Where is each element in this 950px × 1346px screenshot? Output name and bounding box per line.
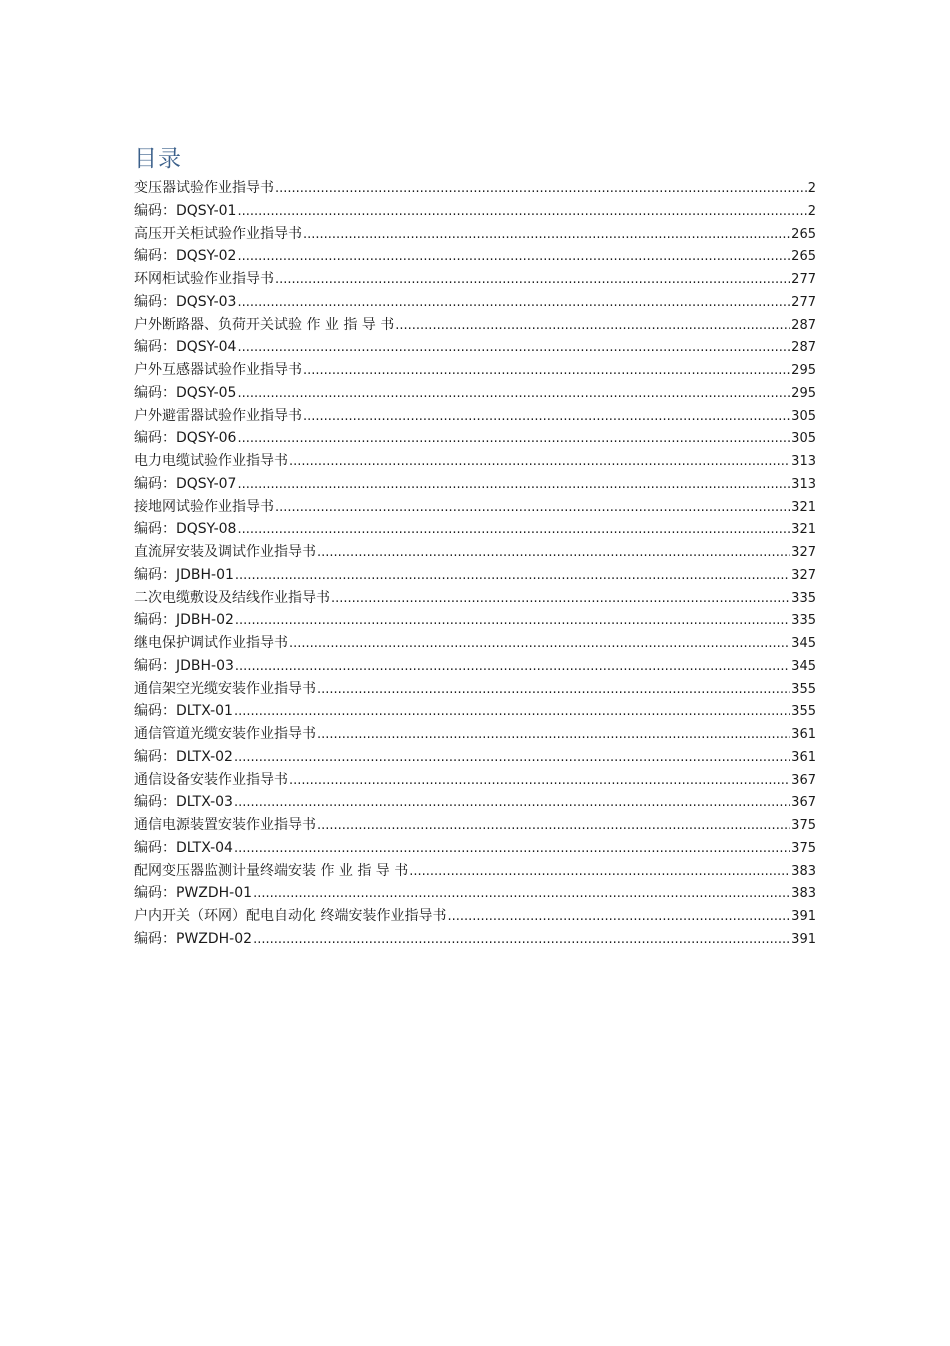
toc-entry-page-number: 305 xyxy=(791,408,816,424)
toc-entry-title: 编码：DQSY-06 xyxy=(134,430,237,447)
toc-dot-leader xyxy=(235,656,790,678)
toc-dot-leader xyxy=(409,861,790,883)
toc-dot-leader xyxy=(253,929,790,951)
toc-dot-leader xyxy=(234,747,790,769)
toc-entry[interactable] xyxy=(134,496,816,519)
toc-entry-page-number: 391 xyxy=(791,931,816,947)
toc-entry[interactable] xyxy=(134,769,816,792)
toc-entry-page-number: 367 xyxy=(791,772,816,788)
toc-entry-title: 通信设备安装作业指导书 xyxy=(134,771,288,788)
toc-dot-leader xyxy=(237,337,790,359)
toc-entry-page-number: 355 xyxy=(791,704,816,720)
toc-dot-leader xyxy=(237,246,790,268)
toc-entry-title: 通信管道光缆安装作业指导书 xyxy=(134,726,316,742)
toc-entry-title: 接地网试验作业指导书 xyxy=(134,498,274,515)
toc-entry[interactable] xyxy=(134,860,816,883)
toc-entry-page-number: 295 xyxy=(791,385,816,401)
toc-list xyxy=(134,177,816,951)
toc-entry[interactable] xyxy=(134,245,816,268)
toc-entry-title: 编码：DQSY-08 xyxy=(134,521,237,538)
toc-dot-leader xyxy=(253,883,790,905)
toc-entry-title: 编码：PWZDH-02 xyxy=(134,930,253,947)
toc-entry[interactable] xyxy=(134,609,816,632)
toc-dot-leader xyxy=(317,724,790,746)
toc-entry-title: 编码：JDBH-01 xyxy=(134,566,234,583)
toc-title: 目录 xyxy=(134,146,182,172)
toc-entry-page-number: 355 xyxy=(791,681,816,697)
toc-entry-page-number: 383 xyxy=(791,886,816,902)
toc-dot-leader xyxy=(275,269,790,291)
toc-entry-page-number: 367 xyxy=(791,795,816,811)
toc-entry-title: 通信电源装置安装作业指导书 xyxy=(134,817,316,833)
toc-entry[interactable] xyxy=(134,723,816,746)
toc-entry-title: 编码：DQSY-01 xyxy=(134,202,237,219)
toc-dot-leader xyxy=(317,679,790,701)
toc-entry-title: 编码：DLTX-04 xyxy=(134,839,233,856)
toc-dot-leader xyxy=(235,565,790,587)
toc-entry[interactable] xyxy=(134,837,816,860)
toc-dot-leader xyxy=(447,906,790,928)
toc-entry-page-number: 277 xyxy=(791,272,816,287)
toc-entry-page-number: 277 xyxy=(791,294,816,310)
toc-entry[interactable] xyxy=(134,314,816,337)
toc-dot-leader xyxy=(303,360,790,382)
toc-entry-page-number: 305 xyxy=(791,431,816,447)
toc-entry-page-number: 391 xyxy=(791,909,816,924)
toc-dot-leader xyxy=(303,224,790,246)
toc-entry[interactable] xyxy=(134,700,816,723)
toc-entry-page-number: 2 xyxy=(807,181,816,196)
toc-entry-title: 户内开关（环网）配电自动化 终端安装作业指导书 xyxy=(134,908,447,924)
toc-entry-title: 环网柜试验作业指导书 xyxy=(134,271,274,287)
toc-entry-page-number: 375 xyxy=(791,840,816,856)
toc-entry[interactable] xyxy=(134,450,816,473)
toc-entry-page-number: 313 xyxy=(791,454,816,469)
toc-dot-leader xyxy=(317,542,790,564)
toc-dot-leader xyxy=(275,178,807,200)
toc-entry[interactable] xyxy=(134,791,816,814)
toc-entry[interactable] xyxy=(134,200,816,223)
toc-entry[interactable] xyxy=(134,405,816,428)
toc-entry-page-number: 335 xyxy=(791,590,816,606)
toc-entry-title: 户外避雷器试验作业指导书 xyxy=(134,407,302,424)
toc-dot-leader xyxy=(237,428,790,450)
toc-entry[interactable] xyxy=(134,587,816,610)
toc-entry-title: 通信架空光缆安装作业指导书 xyxy=(134,680,316,697)
toc-entry-title: 编码：DQSY-07 xyxy=(134,475,237,492)
toc-entry-title: 编码：DLTX-02 xyxy=(134,748,233,765)
toc-entry-page-number: 265 xyxy=(791,249,816,265)
toc-entry-title: 编码：JDBH-02 xyxy=(134,612,234,629)
toc-entry[interactable] xyxy=(134,382,816,405)
toc-dot-leader xyxy=(237,383,790,405)
toc-entry-page-number: 375 xyxy=(791,818,816,833)
toc-entry-title: 高压开关柜试验作业指导书 xyxy=(134,225,302,242)
toc-entry[interactable] xyxy=(134,678,816,701)
toc-entry-title: 编码：DQSY-02 xyxy=(134,248,237,265)
toc-entry-page-number: 287 xyxy=(791,340,816,356)
toc-entry[interactable] xyxy=(134,746,816,769)
toc-entry-title: 编码：JDBH-03 xyxy=(134,657,234,674)
toc-entry[interactable] xyxy=(134,177,816,200)
toc-entry-title: 电力电缆试验作业指导书 xyxy=(134,453,288,469)
toc-dot-leader xyxy=(235,610,790,632)
toc-entry-title: 二次电缆敷设及结线作业指导书 xyxy=(134,589,330,606)
toc-dot-leader xyxy=(289,451,790,473)
toc-dot-leader xyxy=(237,201,806,223)
toc-entry[interactable] xyxy=(134,359,816,382)
toc-entry-title: 配网变压器监测计量终端安装 作 业 指 导 书 xyxy=(134,862,409,879)
toc-dot-leader xyxy=(275,497,790,519)
toc-entry-title: 户外互感器试验作业指导书 xyxy=(134,362,302,378)
toc-entry[interactable] xyxy=(134,655,816,678)
toc-dot-leader xyxy=(331,588,790,610)
toc-entry-title: 编码：DQSY-03 xyxy=(134,293,237,310)
toc-entry-title: 继电保护调试作业指导书 xyxy=(134,635,288,651)
toc-entry-title: 户外断路器、负荷开关试验 作 业 指 导 书 xyxy=(134,316,395,333)
toc-entry[interactable] xyxy=(134,473,816,496)
toc-entry[interactable] xyxy=(134,223,816,246)
toc-entry-page-number: 295 xyxy=(791,363,816,378)
toc-dot-leader xyxy=(234,838,790,860)
toc-entry[interactable] xyxy=(134,632,816,655)
toc-entry-page-number: 361 xyxy=(791,749,816,765)
toc-entry-page-number: 345 xyxy=(791,636,816,651)
toc-entry[interactable] xyxy=(134,541,816,564)
toc-dot-leader xyxy=(234,792,790,814)
toc-entry[interactable] xyxy=(134,518,816,541)
toc-entry-page-number: 313 xyxy=(791,476,816,492)
toc-entry-page-number: 361 xyxy=(791,727,816,742)
toc-entry[interactable] xyxy=(134,336,816,359)
toc-dot-leader xyxy=(289,770,790,792)
toc-entry-page-number: 345 xyxy=(791,658,816,674)
toc-entry-page-number: 335 xyxy=(791,613,816,629)
toc-entry-title: 编码：DLTX-01 xyxy=(134,703,233,720)
toc-entry[interactable] xyxy=(134,814,816,837)
toc-entry-title: 编码：PWZDH-01 xyxy=(134,885,253,902)
toc-dot-leader xyxy=(289,633,790,655)
toc-dot-leader xyxy=(237,474,790,496)
toc-entry-title: 变压器试验作业指导书 xyxy=(134,180,274,196)
toc-entry-page-number: 327 xyxy=(791,545,816,560)
toc-entry-page-number: 265 xyxy=(791,226,816,242)
toc-entry-page-number: 2 xyxy=(807,203,816,219)
toc-entry[interactable] xyxy=(134,928,816,951)
toc-entry-title: 编码：DQSY-05 xyxy=(134,384,237,401)
toc-dot-leader xyxy=(395,315,790,337)
toc-entry-page-number: 321 xyxy=(791,499,816,515)
toc-dot-leader xyxy=(234,701,790,723)
toc-entry-page-number: 321 xyxy=(791,522,816,538)
toc-entry-page-number: 327 xyxy=(791,567,816,583)
toc-entry[interactable] xyxy=(134,427,816,450)
toc-entry-page-number: 287 xyxy=(791,317,816,333)
toc-entry[interactable] xyxy=(134,905,816,928)
toc-dot-leader xyxy=(237,519,790,541)
toc-entry-title: 直流屏安装及调试作业指导书 xyxy=(134,544,316,560)
toc-entry[interactable] xyxy=(134,882,816,905)
toc-dot-leader xyxy=(317,815,790,837)
toc-entry-title: 编码：DLTX-03 xyxy=(134,794,233,811)
toc-dot-leader xyxy=(303,406,790,428)
toc-entry-page-number: 383 xyxy=(791,863,816,879)
toc-entry[interactable] xyxy=(134,564,816,587)
toc-entry[interactable] xyxy=(134,291,816,314)
toc-entry-title: 编码：DQSY-04 xyxy=(134,339,237,356)
toc-entry[interactable] xyxy=(134,268,816,291)
toc-dot-leader xyxy=(237,292,790,314)
